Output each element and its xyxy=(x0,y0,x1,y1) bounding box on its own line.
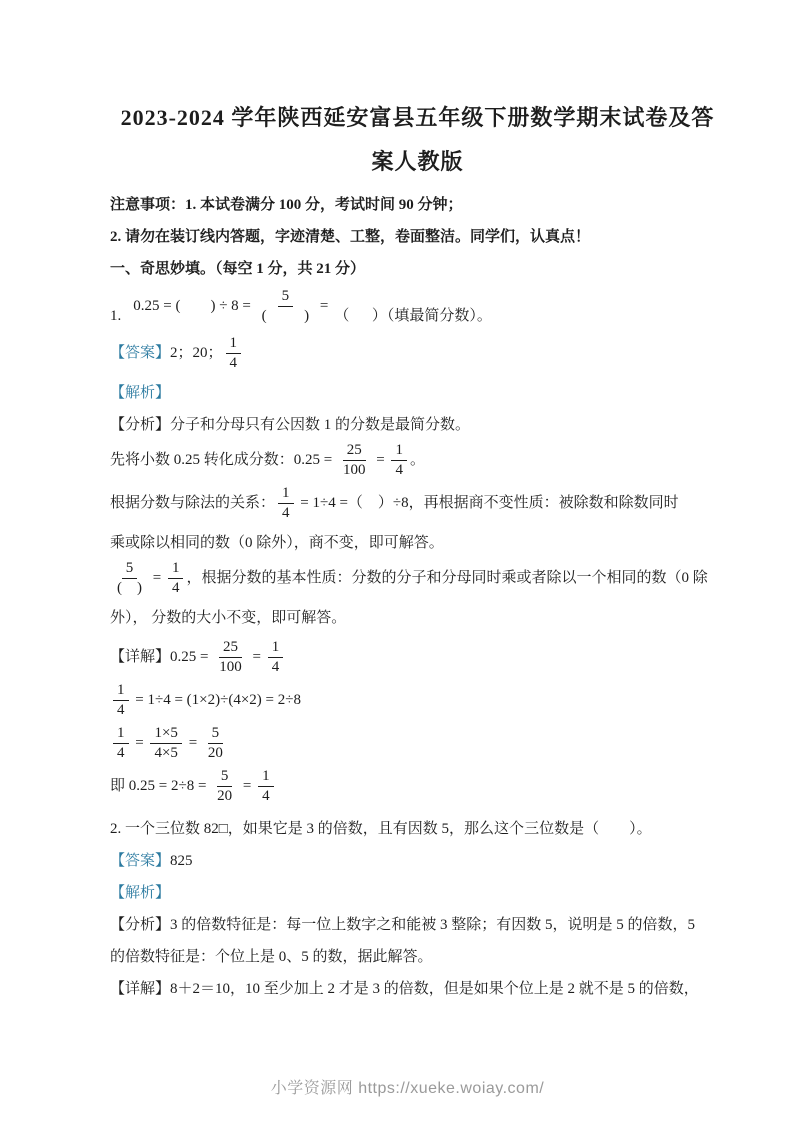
fraction-numerator: 5 xyxy=(217,768,233,787)
fraction-1-over-4 xyxy=(113,725,129,762)
fraction-numerator: 1 xyxy=(226,335,242,354)
fraction-denominator: 100 xyxy=(219,659,242,675)
fraction-25-over-100 xyxy=(339,442,370,479)
analysis-tag: 【解析】 xyxy=(110,385,171,401)
answer-line-1 xyxy=(110,335,705,372)
fraction-numerator: 1 xyxy=(113,725,129,744)
formula-part-2: = xyxy=(316,298,329,314)
detail-line-4 xyxy=(110,768,705,805)
fraction-1-over-4 xyxy=(278,485,294,522)
fraction-1-over-4 xyxy=(258,768,274,805)
fraction-denominator: 4 xyxy=(271,659,280,675)
detail-2-rest: = 1÷4 = (1×2)÷(4×2) = 2÷8 xyxy=(131,692,301,708)
conversion-line xyxy=(110,442,705,479)
fraction-numerator: 5 xyxy=(208,725,224,744)
title-line-1: 2023-2024 学年陕西延安富县五年级下册数学期末试卷及答 xyxy=(120,105,715,130)
answer-label: 【答案】 xyxy=(110,853,171,869)
fenxi-line-1: 【分析】分子和分母只有公因数 1 的分数是最简分数。 xyxy=(110,417,471,433)
fraction-denominator: 100 xyxy=(342,462,366,478)
equals-sign: = xyxy=(248,649,265,665)
question-2: 2. 一个三位数 82□，如果它是 3 的倍数，且有因数 5，那么这个三位数是（ ）。 xyxy=(110,821,652,837)
fraction-denominator: 4 xyxy=(229,355,238,371)
fraction-numerator: 1 xyxy=(168,560,184,579)
fraction-5-over-blank xyxy=(113,560,146,597)
equals-sign: = xyxy=(239,778,256,794)
fraction-numerator: 25 xyxy=(343,442,366,461)
fraction-numerator: 1 xyxy=(268,639,284,658)
title-line-2: 案人教版 xyxy=(371,149,464,174)
detail-line-3 xyxy=(110,725,705,762)
fraction-1x5-over-4x5 xyxy=(150,725,181,762)
fraction-numerator: 1 xyxy=(278,485,294,504)
fraction-1-over-4 xyxy=(168,560,184,597)
detail-line-1 xyxy=(110,639,705,676)
answer-line-2 xyxy=(110,851,705,872)
question-1-number: 1. xyxy=(110,308,122,324)
fraction-numerator: 5 xyxy=(278,288,294,307)
detail-1-part-1: 0.25 = xyxy=(170,649,213,665)
conversion-prefix: 先将小数 0.25 转化成分数：0.25 = xyxy=(110,452,336,468)
detail-4-part-1: 即 0.25 = 2÷8 = xyxy=(110,778,211,794)
fraction-numerator: 1 xyxy=(113,682,129,701)
detail-label: 【详解】 xyxy=(110,649,171,665)
question-1-formula xyxy=(133,288,328,325)
relation-line xyxy=(110,485,705,522)
answer-text: 2；20； xyxy=(170,345,223,361)
fraction-denominator: 20 xyxy=(207,745,223,761)
answer-label: 【答案】 xyxy=(110,345,171,361)
fraction-numerator: 1×5 xyxy=(150,725,181,744)
question-1-tail: （ ）（填最简分数）。 xyxy=(334,308,492,324)
analysis-label-2 xyxy=(110,883,705,904)
fraction-denominator: 4 xyxy=(395,462,403,478)
formula-part-1: 0.25 = ( ) ÷ 8 = xyxy=(133,298,255,314)
equals-sign: = xyxy=(149,570,165,586)
fraction-5-over-20 xyxy=(213,768,236,805)
fraction-denominator: 4 xyxy=(117,745,125,761)
fraction-numerator: 1 xyxy=(258,768,274,787)
basic-property-line xyxy=(110,560,708,597)
fraction-numerator: 25 xyxy=(219,639,242,658)
equals-sign: = xyxy=(372,452,389,468)
footer-watermark: 小学资源网 https://xueke.woiay.com/ xyxy=(270,1080,545,1097)
relation-line-2: 乘或除以相同的数（0 除外），商不变，即可解答。 xyxy=(110,535,444,551)
fraction-denominator: 4 xyxy=(262,788,270,804)
fraction-denominator: 4 xyxy=(171,580,180,596)
fraction-5-over-blank xyxy=(258,288,314,325)
analysis-tag: 【解析】 xyxy=(110,885,171,901)
fraction-5-over-20 xyxy=(204,725,227,762)
answer-text: 825 xyxy=(170,853,193,869)
section-heading: 一、奇思妙填。（每空 1 分，共 21 分） xyxy=(110,261,366,277)
question-1 xyxy=(110,288,705,327)
fraction-1-over-4 xyxy=(268,639,284,676)
fraction-1-over-4 xyxy=(226,335,242,372)
conversion-suffix: 。 xyxy=(409,452,425,468)
fraction-denominator: ( ) xyxy=(117,580,142,596)
fraction-numerator: 5 xyxy=(122,560,138,579)
fraction-denominator: 4 xyxy=(117,702,125,718)
fenxi-line-2a: 【分析】3 的倍数特征是：每一位上数字之和能被 3 整除；有因数 5，说明是 5 的倍数，5 xyxy=(110,917,696,933)
notice-line-1: 注意事项：1. 本试卷满分 100 分，考试时间 90 分钟； xyxy=(110,197,463,213)
fraction-1-over-4 xyxy=(391,442,407,479)
detail-line-q2: 【详解】8＋2＝10，10 至少加上 2 才是 3 的倍数，但是如果个位上是 2 就不是 5 的倍数， xyxy=(110,981,699,997)
fraction-denominator: 4 xyxy=(282,505,290,521)
relation-prefix: 根据分数与除法的关系： xyxy=(110,495,276,511)
fraction-denominator: ( ) xyxy=(261,308,310,324)
analysis-label-1 xyxy=(110,383,705,404)
fraction-denominator: 4×5 xyxy=(154,745,178,761)
equals-sign: = xyxy=(131,735,148,751)
fenxi-line-2b: 的倍数特征是：个位上是 0、5 的数，据此解答。 xyxy=(110,949,433,965)
fraction-numerator: 1 xyxy=(391,442,407,461)
document-title xyxy=(110,96,725,184)
fraction-1-over-4 xyxy=(113,682,129,719)
fraction-denominator: 20 xyxy=(217,788,233,804)
fraction-25-over-100 xyxy=(215,639,246,676)
notice-line-2: 2. 请勿在装订线内答题，字迹清楚、工整，卷面整洁。同学们，认真点！ xyxy=(110,229,591,245)
relation-rest: = 1÷4 =（ ）÷8，再根据商不变性质：被除数和除数同时 xyxy=(296,495,679,511)
basic-property-line-2: 外）， 分数的大小不变，即可解答。 xyxy=(110,610,347,626)
detail-line-2 xyxy=(110,682,705,719)
equals-sign: = xyxy=(184,735,201,751)
basic-property-rest: ，根据分数的基本性质：分数的分子和分母同时乘或者除以一个相同的数（0 除 xyxy=(186,570,708,586)
